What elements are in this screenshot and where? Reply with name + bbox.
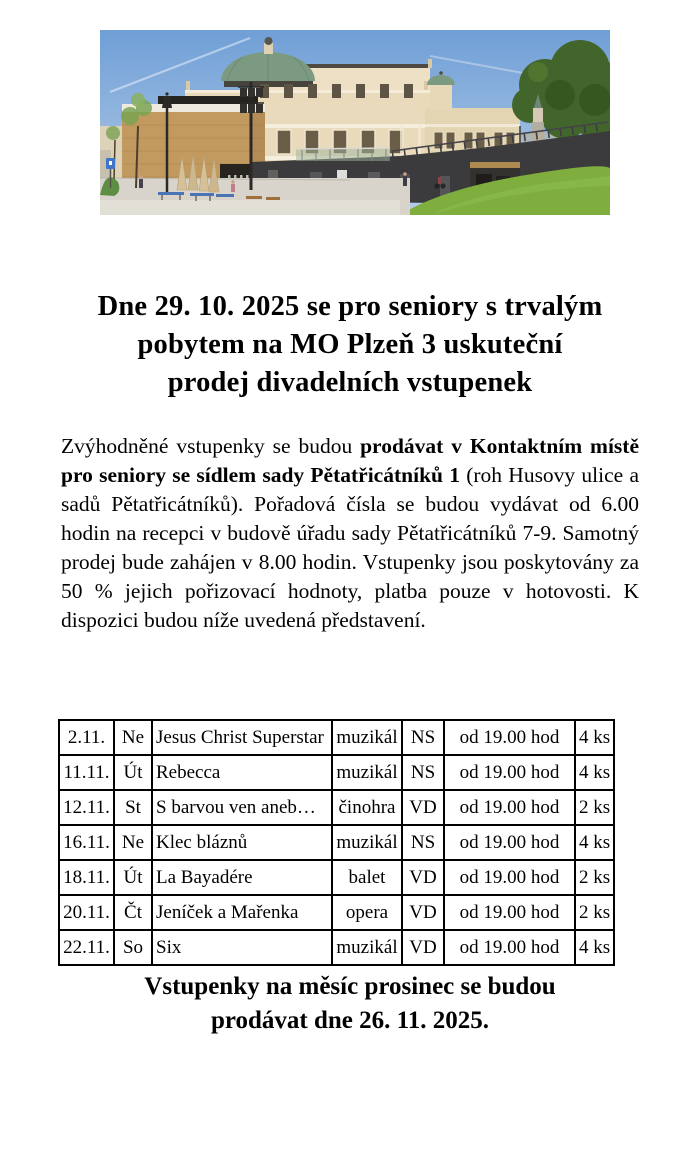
title-line-2: pobytem na MO Plzeň 3 uskuteční [137,329,563,360]
cell-title: Six [152,930,332,965]
cell-quantity: 4 ks [575,720,614,755]
cell-quantity: 2 ks [575,860,614,895]
cell-date: 2.11. [59,720,114,755]
cell-day: So [114,930,152,965]
table-row [59,720,614,755]
cell-stage: VD [402,895,444,930]
december-sale-note [40,970,660,1038]
theatre-building-photo [100,30,610,215]
cell-day: Ne [114,825,152,860]
cell-time: od 19.00 hod [444,860,575,895]
document-title [40,288,660,402]
body-paragraph [61,432,639,635]
table-row [59,860,614,895]
cell-date: 11.11. [59,755,114,790]
cell-date: 22.11. [59,930,114,965]
cell-quantity: 4 ks [575,755,614,790]
cell-stage: NS [402,720,444,755]
table-row [59,790,614,825]
cell-quantity: 2 ks [575,790,614,825]
title-line-3: prodej divadelních vstupenek [167,367,533,398]
cell-title: S barvou ven aneb… [152,790,332,825]
cell-title: Rebecca [152,755,332,790]
paragraph-regular-2: (roh Husovy ulice a sadů Pětatřicátníků). Pořadová čísla se budou vydávat od 6.00 hodin na recepci v budově úřadu sady Pětatřicátníků 7-9. Samotný prodej bude zahájen v 8.00 hodin. Vstupenky jsou poskytovány za 50 % jejich pořizovací hodnoty, platba pouze v hotovosti. K dispozici budou níže uvedená představení. [61,463,639,632]
cell-day: St [114,790,152,825]
cell-day: Út [114,755,152,790]
cell-genre: muzikál [332,825,402,860]
table-row [59,895,614,930]
cell-time: od 19.00 hod [444,895,575,930]
cell-quantity: 4 ks [575,930,614,965]
cell-time: od 19.00 hod [444,790,575,825]
cell-genre: činohra [332,790,402,825]
cell-genre: muzikál [332,720,402,755]
table-row [59,755,614,790]
cell-time: od 19.00 hod [444,825,575,860]
cell-quantity: 4 ks [575,825,614,860]
cell-stage: NS [402,755,444,790]
cell-quantity: 2 ks [575,895,614,930]
cell-time: od 19.00 hod [444,755,575,790]
cell-title: La Bayadére [152,860,332,895]
cell-stage: VD [402,790,444,825]
cell-title: Jesus Christ Superstar [152,720,332,755]
title-line-1: Dne 29. 10. 2025 se pro seniory s trvalým [97,291,603,322]
cell-time: od 19.00 hod [444,720,575,755]
table-row [59,825,614,860]
cell-date: 18.11. [59,860,114,895]
cell-day: Čt [114,895,152,930]
cell-title: Jeníček a Mařenka [152,895,332,930]
cell-date: 12.11. [59,790,114,825]
table-row [59,930,614,965]
cell-date: 20.11. [59,895,114,930]
performances-table [58,719,615,966]
cell-stage: NS [402,825,444,860]
cell-title: Klec bláznů [152,825,332,860]
footnote-line-1: Vstupenky na měsíc prosinec se budou [144,973,556,1000]
cell-genre: balet [332,860,402,895]
cell-day: Ne [114,720,152,755]
cell-day: Út [114,860,152,895]
paragraph-bold: prodávat v Kontaktním místě pro seniory se sídlem sady Pětatřicátníků 1 [61,434,640,487]
cell-stage: VD [402,860,444,895]
cell-date: 16.11. [59,825,114,860]
cell-genre: muzikál [332,755,402,790]
cell-genre: muzikál [332,930,402,965]
paragraph-regular-1: Zvýhodněné vstupenky se budou [61,434,361,458]
cell-stage: VD [402,930,444,965]
footnote-line-2: prodávat dne 26. 11. 2025. [210,1007,490,1034]
cell-genre: opera [332,895,402,930]
cell-time: od 19.00 hod [444,930,575,965]
